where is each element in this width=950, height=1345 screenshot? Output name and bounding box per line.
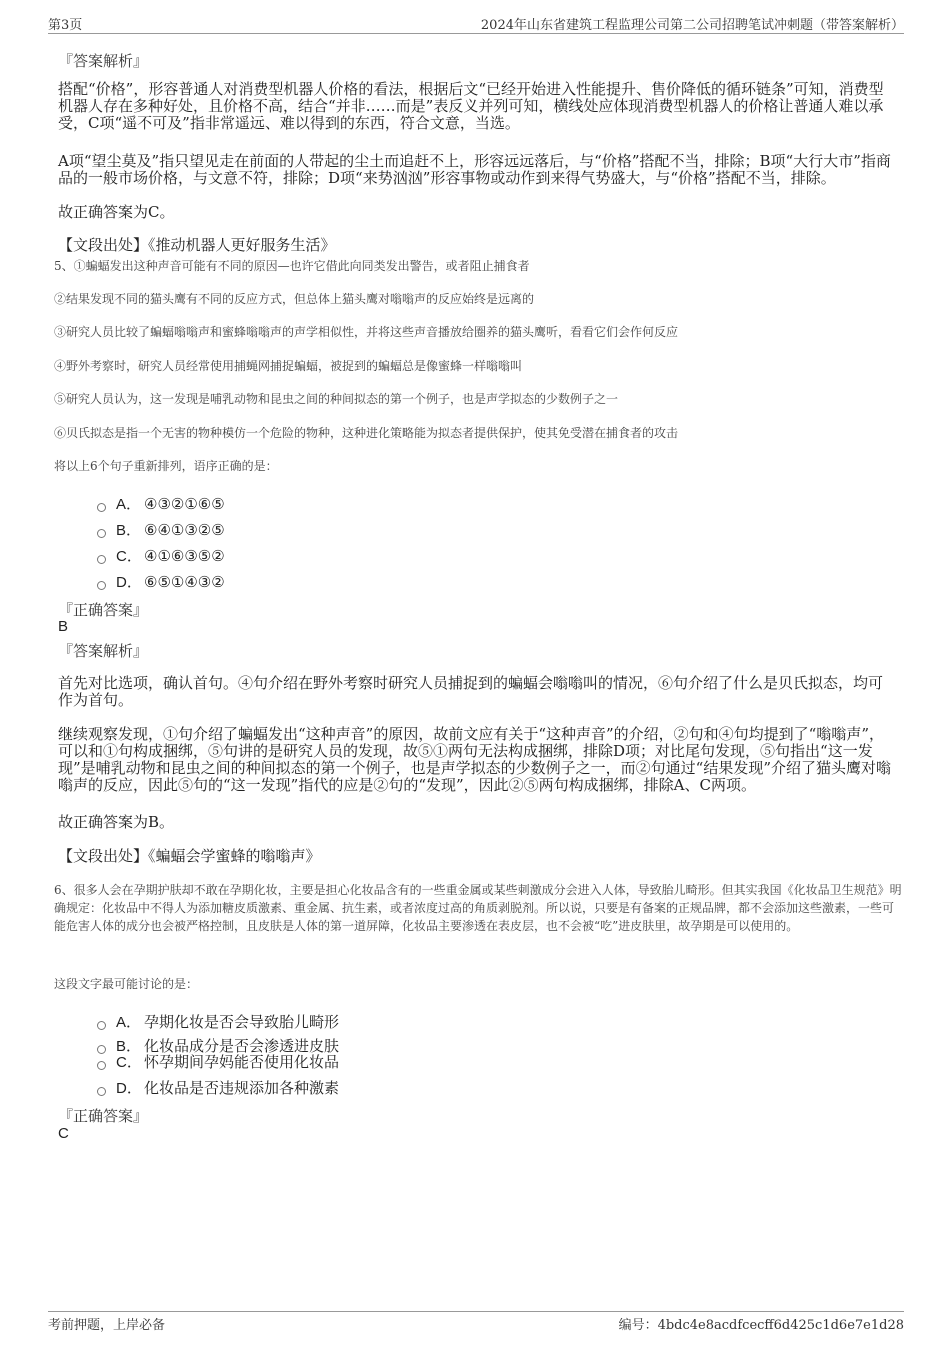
q5-conclusion: 故正确答案为B。 [58, 813, 175, 831]
q5-sentence-2: ②结果发现不同的猫头鹰有不同的反应方式，但总体上猫头鹰对嗡嗡声的反应始终是远离的 [54, 292, 535, 306]
q6-option-b[interactable]: B． 化妆品成分是否会渗透进皮肤 [97, 1035, 339, 1056]
document-title: 2024年山东省建筑工程监理公司第二公司招聘笔试冲刺题（带答案解析） [480, 18, 904, 33]
page-number: 第3页 [48, 18, 83, 33]
q4-conclusion: 故正确答案为C。 [58, 203, 175, 221]
q6-option-a[interactable]: A． 孕期化妆是否会导致胎儿畸形 [97, 1011, 339, 1032]
header-divider [48, 33, 904, 34]
q4-analysis-paragraph-2: A项“望尘莫及”指只望见走在前面的人带起的尘土而追赶不上，形容远远落后，与“价格”搭配不当，排除；B项“大行大市”指商品的一般市场价格，与文意不符，排除；D项“来势汹汹”形容事物或动作到来得气势盛大，与“价格”搭配不当，排除。 [58, 152, 891, 187]
q6-prompt: 这段文字最可能讨论的是： [54, 977, 199, 991]
document-id: 编号：4bdc4e8acdfcecff6d425c1d6e7e1d28 [618, 1318, 904, 1333]
q4-analysis-title: 『答案解析』 [58, 52, 149, 70]
q5-sentence-4: ④野外考察时，研究人员经常使用捕蝇网捕捉蝙蝠，被捉到的蝙蝠总是像蜜蜂一样嗡嗡叫 [54, 359, 523, 373]
q5-option-c-text: ④①⑥③⑤② [144, 546, 225, 565]
radio-icon[interactable] [97, 529, 106, 538]
q5-prompt: 将以上6个句子重新排列，语序正确的是： [54, 459, 278, 473]
radio-icon[interactable] [97, 1087, 106, 1096]
q5-sentence-1: 5、①蝙蝠发出这种声音可能有不同的原因—也许它借此向同类发出警告，或者阻止捕食者 [54, 259, 530, 273]
footer-divider [48, 1311, 904, 1312]
q5-correct-answer: B [58, 618, 69, 635]
q5-analysis-paragraph-1: 首先对比选项，确认首句。④句介绍在野外考察时研究人员捕捉到的蝙蝠会嗡嗡叫的情况，⑥句介绍了什么是贝氏拟态，均可作为首句。 [58, 674, 884, 709]
radio-icon[interactable] [97, 581, 106, 590]
q5-sentence-5: ⑤研究人员认为，这一发现是哺乳动物和昆虫之间的种间拟态的第一个例子，也是声学拟态的少数例子之一 [54, 392, 619, 406]
q6-option-d[interactable]: D． 化妆品是否违规添加各种激素 [97, 1077, 339, 1098]
q5-option-b[interactable]: B． ⑥④①③②⑤ [97, 519, 225, 540]
q6-option-a-text: 孕期化妆是否会导致胎儿畸形 [144, 1013, 340, 1031]
q6-option-d-text: 化妆品是否违规添加各种激素 [144, 1079, 340, 1097]
radio-icon[interactable] [97, 555, 106, 564]
q5-option-d-text: ⑥⑤①④③② [144, 572, 225, 591]
q5-option-c[interactable]: C． ④①⑥③⑤② [97, 545, 225, 566]
q6-option-b-text: 化妆品成分是否会渗透进皮肤 [144, 1037, 340, 1055]
q5-option-b-text: ⑥④①③②⑤ [144, 520, 225, 539]
radio-icon[interactable] [97, 1061, 106, 1070]
q4-source: 【文段出处】《推动机器人更好服务生活》 [58, 236, 336, 254]
q5-source: 【文段出处】《蝙蝠会学蜜蜂的嗡嗡声》 [58, 847, 321, 865]
q6-option-c-text: 怀孕期间孕妈能否使用化妆品 [144, 1053, 340, 1071]
q5-analysis-title: 『答案解析』 [58, 642, 149, 660]
q6-option-c[interactable]: C． 怀孕期间孕妈能否使用化妆品 [97, 1051, 339, 1072]
q5-analysis-paragraph-2: 继续观察发现，①句介绍了蝙蝠发出“这种声音”的原因，故前文应有关于“这种声音”的介绍，②句和④句均提到了“嗡嗡声”，可以和①句构成捆绑，⑤句讲的是研究人员的发现，故⑤①两句无法构成捆绑，排除D项；对比尾句发现，⑤句指出“这一发现”是哺乳动物和昆虫之间的种间拟态的第一个例子，也是声学拟态的少数例子之一，而②句通过“结果发现”介绍了猫头鹰对嗡嗡声的反应，因此⑤句的“这一发现”指代的应是②句的“发现”，因此②⑤两句构成捆绑，排除A、C两项。 [58, 725, 892, 794]
q6-stem: 6、很多人会在孕期护肤却不敢在孕期化妆，主要是担心化妆品含有的一些重金属或某些刺激成分会进入人体，导致胎儿畸形。但其实我国《化妆品卫生规范》明确规定：化妆品中不得人为添加糖皮质激素、重金属、抗生素，或者浓度过高的角质剥脱剂。所以说，只要是有备案的正规品牌，都不会添加这些激素，一些可能危害人体的成分也会被严格控制，且皮肤是人体的第一道屏障，化妆品主要渗透在表皮层，也不会被“吃”进皮肤里，故孕期是可以使用的。 [54, 883, 902, 933]
q5-sentence-6: ⑥贝氏拟态是指一个无害的物种模仿一个危险的物种，这种进化策略能为拟态者提供保护，使其免受潜在捕食者的攻击 [54, 426, 679, 440]
q4-analysis-paragraph-1: 搭配“价格”，形容普通人对消费型机器人价格的看法，根据后文“已经开始进入性能提升、售价降低的循环链条”可知，消费型机器人存在多种好处，且价格不高，结合“并非……而是”表反义并列可知，横线处应体现消费型机器人的价格让普通人难以承受，C项“遥不可及”指非常遥远、难以得到的东西，符合文意，当选。 [58, 80, 884, 132]
q5-option-a-text: ④③②①⑥⑤ [144, 494, 225, 513]
q6-correct-title: 『正确答案』 [58, 1107, 149, 1125]
q5-option-a[interactable]: A． ④③②①⑥⑤ [97, 493, 225, 514]
q5-correct-title: 『正确答案』 [58, 601, 149, 619]
q5-sentence-3: ③研究人员比较了蝙蝠嗡嗡声和蜜蜂嗡嗡声的声学相似性，并将这些声音播放给圈养的猫头鹰听，看看它们会作何反应 [54, 325, 679, 339]
q6-correct-answer: C [58, 1125, 69, 1142]
q5-option-d[interactable]: D． ⑥⑤①④③② [97, 571, 225, 592]
radio-icon[interactable] [97, 1021, 106, 1030]
radio-icon[interactable] [97, 503, 106, 512]
footer-slogan: 考前押题，上岸必备 [48, 1318, 166, 1333]
